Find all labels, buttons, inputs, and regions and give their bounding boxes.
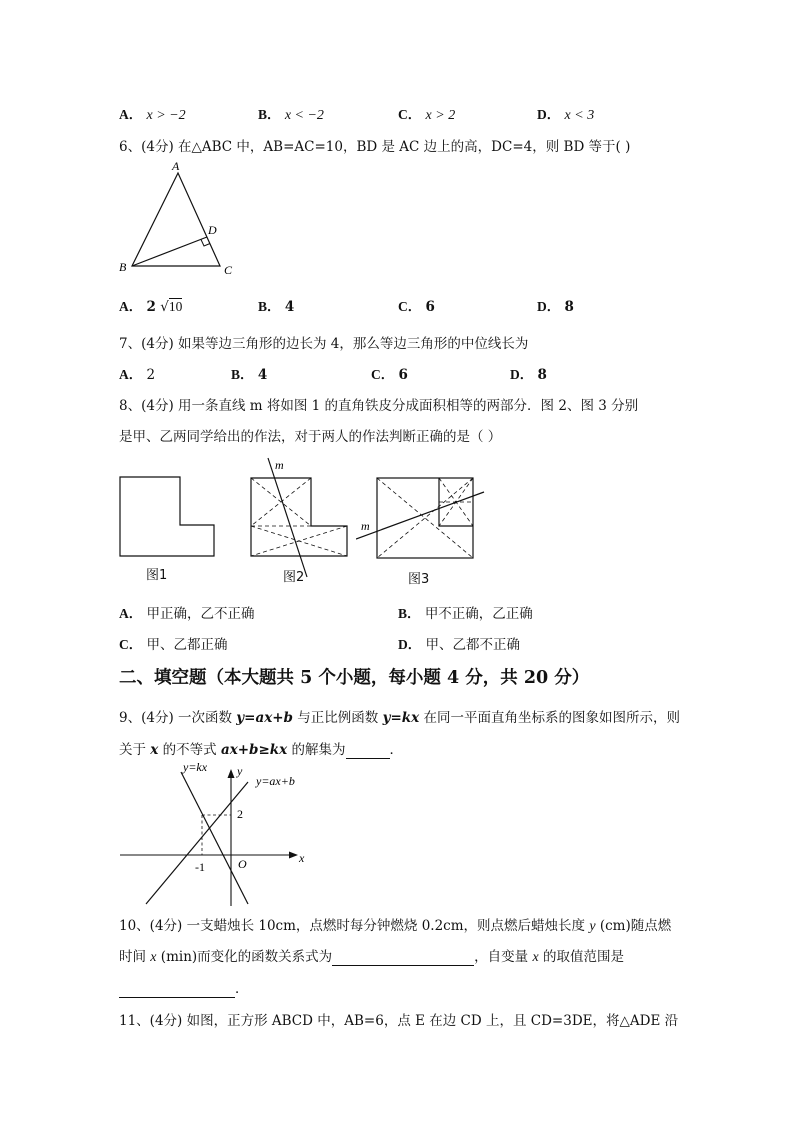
- q7-option-a: [119, 363, 155, 383]
- label-c: C: [224, 263, 233, 277]
- option-text: 甲正确，乙不正确: [146, 606, 255, 622]
- q9-var: x: [150, 742, 159, 758]
- option-value: 8: [564, 299, 574, 315]
- q9-line2-suffix: 的解集为: [287, 742, 346, 758]
- q10-stem-line3: [119, 977, 249, 998]
- q8-option-b: [398, 602, 533, 622]
- q9-end: ．: [389, 742, 404, 758]
- line-m: [268, 458, 307, 577]
- q9-stem-line1: [119, 706, 680, 726]
- option-letter: A．: [119, 299, 143, 314]
- caption-figure-2: 图2: [283, 570, 305, 585]
- option-letter: B．: [258, 299, 281, 314]
- q6-option-c: [398, 295, 435, 315]
- q7-stem: 7、(4分) 如果等边三角形的边长为 4，那么等边三角形的中位线长为: [119, 336, 529, 352]
- tick-label-y: 2: [237, 807, 243, 821]
- option-value: 6: [398, 367, 408, 383]
- q9-function-1: y=ax+b: [236, 710, 293, 726]
- option-math: x > −2: [146, 108, 186, 123]
- q9-inequality: ax+b≥kx: [220, 742, 288, 758]
- option-value: 2: [146, 299, 156, 315]
- answer-blank[interactable]: [346, 742, 390, 759]
- label-y-ax-b: y=ax+b: [256, 774, 295, 788]
- option-value: 4: [284, 299, 295, 315]
- option-letter: C．: [398, 299, 422, 314]
- option-letter: D．: [510, 367, 534, 382]
- line-y-ax-b: [146, 782, 248, 904]
- option-value: 4: [257, 367, 268, 383]
- option-letter: B．: [398, 606, 421, 621]
- section-heading: 二、填空题（本大题共 5 个小题，每小题 4 分，共 20 分）: [119, 668, 590, 688]
- option-letter: A．: [119, 367, 143, 382]
- option-value: 6: [425, 299, 435, 315]
- option-text: 甲、乙都正确: [146, 637, 228, 653]
- q10-line3-end: ．: [235, 981, 249, 997]
- sqrt-icon: √: [160, 299, 169, 315]
- q8-stem-line2: 是甲、乙两同学给出的作法，对于两人的作法判断正确的是（ ）: [119, 429, 502, 445]
- q9-function-2: y=kx: [382, 710, 420, 726]
- q7-option-c: [371, 363, 408, 383]
- q6-option-b: [258, 295, 294, 315]
- q8-stem-line1: 8、(4分) 用一条直线 m 将如图 1 的直角铁皮分成面积相等的两部分．图 2、图 3 分别: [119, 398, 639, 414]
- q10-line2-mid: (min)而变化的函数关系式为: [156, 949, 333, 965]
- q10-var-x: x: [150, 950, 157, 965]
- q10-line2-prefix: 时间: [119, 949, 151, 965]
- q10-unit-y: (cm)随点燃: [595, 918, 672, 934]
- option-letter: B．: [258, 107, 281, 122]
- label-d: D: [208, 223, 217, 237]
- q10-stem-line2: [119, 945, 624, 966]
- q7-option-d: [510, 363, 547, 383]
- l-shape: [251, 478, 347, 556]
- option-letter: C．: [371, 367, 395, 382]
- q10-var-x2: x: [532, 950, 539, 965]
- caption-figure-1: 图1: [146, 568, 168, 583]
- q8-figure-3: [356, 472, 488, 564]
- q10-var-y: y: [589, 919, 596, 934]
- q8-figure-2: [245, 456, 355, 582]
- option-letter: B．: [231, 367, 254, 382]
- q5-option-c: [398, 103, 455, 124]
- q10-stem-line1: [119, 914, 671, 935]
- label-m: m: [275, 458, 284, 472]
- q11-stem: 11、(4分) 如图，正方形 ABCD 中，AB=6，点 E 在边 CD 上，且 CD=3DE，将△ADE 沿: [119, 1013, 679, 1029]
- x-axis-arrow-icon: [289, 852, 298, 859]
- option-letter: C．: [119, 637, 143, 652]
- label-m: m: [361, 519, 370, 533]
- label-origin: O: [238, 857, 247, 871]
- l-shape: [120, 477, 214, 556]
- q6-stem: 6、(4分) 在△ABC 中，AB=AC=10，BD 是 AC 边上的高，DC=4，则 BD 等于( ): [119, 139, 631, 155]
- radicand: 10: [168, 299, 183, 314]
- y-axis-arrow-icon: [228, 769, 235, 778]
- q7-option-b: [231, 363, 267, 383]
- answer-blank-function[interactable]: [332, 949, 474, 966]
- triangle-abc: [132, 173, 220, 266]
- q8-option-c: [119, 633, 228, 653]
- q9-line2-mid: 的不等式: [158, 742, 221, 758]
- q5-option-d: [537, 103, 594, 124]
- option-text: 甲、乙都不正确: [425, 637, 521, 653]
- option-letter: A．: [119, 107, 143, 122]
- q8-option-d: [398, 633, 520, 653]
- q5-option-a: [119, 103, 186, 124]
- q10-line1: 10、(4分) 一支蜡烛长 10cm，点燃时每分钟燃烧 0.2cm，则点燃后蜡烛长度: [119, 918, 590, 934]
- line-y-kx: [181, 772, 248, 904]
- q9-graph: [118, 758, 314, 910]
- q10-line2-end: 的取值范围是: [538, 949, 624, 965]
- q6-option-a: [119, 295, 182, 315]
- option-value: 2: [146, 367, 156, 383]
- option-value: 8: [537, 367, 547, 383]
- q8-option-a: [119, 602, 255, 622]
- option-letter: D．: [537, 299, 561, 314]
- option-math: x < 3: [564, 108, 595, 123]
- q5-option-b: [258, 103, 324, 124]
- q9-stem-line2: [119, 738, 403, 759]
- q9-mid: 与正比例函数: [293, 710, 383, 726]
- option-letter: D．: [398, 637, 422, 652]
- q6-triangle-figure: [112, 160, 242, 280]
- option-letter: C．: [398, 107, 422, 122]
- q9-line2-prefix: 关于: [119, 742, 151, 758]
- caption-figure-3: 图3: [408, 572, 430, 587]
- altitude-bd: [132, 237, 207, 266]
- option-math: x < −2: [284, 108, 324, 123]
- answer-blank-range[interactable]: [119, 981, 235, 998]
- q6-option-d: [537, 295, 574, 315]
- q9-prefix: 9、(4分) 一次函数: [119, 710, 237, 726]
- q10-line2-suffix: ，自变量: [474, 949, 533, 965]
- q9-suffix: 在同一平面直角坐标系的图象如图所示，则: [419, 710, 680, 726]
- line-m: [356, 492, 484, 539]
- tick-label-x: -1: [195, 860, 205, 874]
- option-letter: D．: [537, 107, 561, 122]
- q8-figure-1: [118, 474, 218, 560]
- label-y-axis: y: [237, 764, 243, 778]
- option-letter: A．: [119, 606, 143, 621]
- option-text: 甲不正确，乙正确: [424, 606, 533, 622]
- label-b: B: [119, 260, 127, 274]
- label-x-axis: x: [299, 851, 305, 865]
- option-math: x > 2: [425, 108, 456, 123]
- label-y-kx: y=kx: [183, 760, 208, 774]
- label-a: A: [172, 160, 180, 173]
